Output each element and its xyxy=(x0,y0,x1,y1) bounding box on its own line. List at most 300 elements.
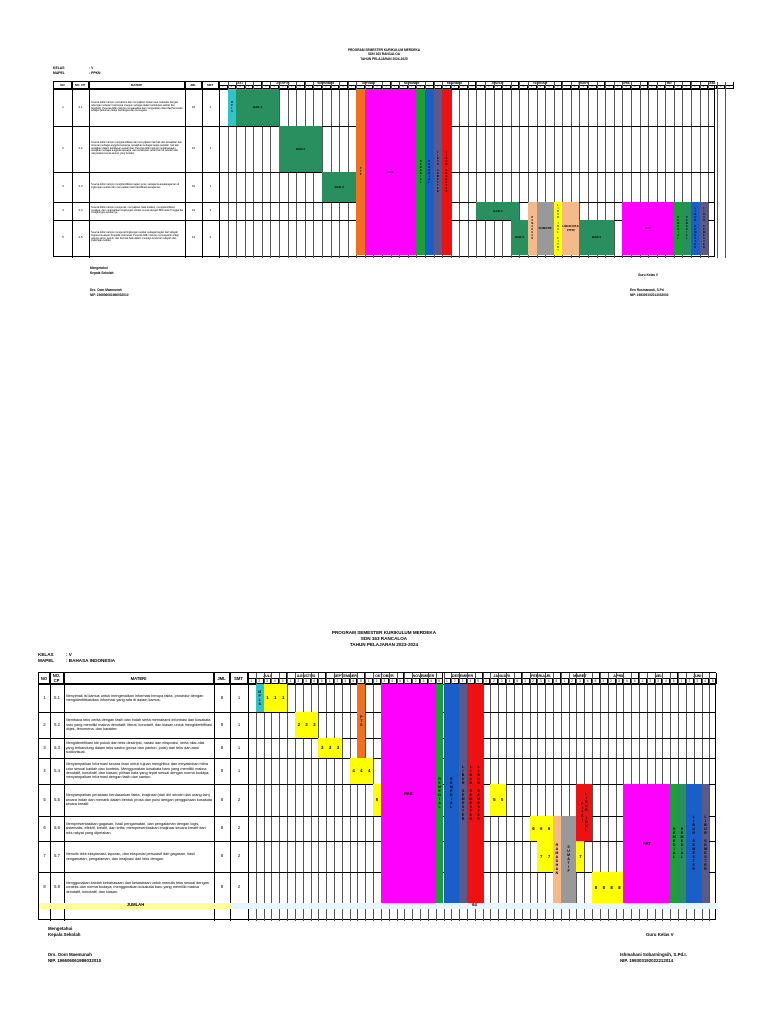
week-number: 2 xyxy=(295,679,303,684)
row-cp: 4.2 xyxy=(78,146,83,151)
jumlah-label: JUMLAH xyxy=(39,903,232,909)
week-number: 4 xyxy=(623,679,631,684)
row-materi: Peserta didik mampu mengidentifikasi ragam jenis, sebagai keanekaragaman di lingkungan sekitar dan menyajikan hasil identifikasi keragaman. xyxy=(90,183,180,189)
week-material-1b: 1 xyxy=(271,684,279,711)
row-materi: Menyimak isi kamus untuk mengenalkan informasi berupa fakta, prosedur dengan mengidentifikasikan informasi yang ada di dalam kamus. xyxy=(65,693,204,702)
ramadhan-block: RAMADHAN xyxy=(553,816,561,902)
week-number: 2 xyxy=(334,679,342,684)
week-number: 2 xyxy=(528,86,537,90)
week-number: 4 xyxy=(631,86,640,90)
week-gridline xyxy=(331,82,332,258)
row-cp: 4.3 xyxy=(78,184,83,189)
week-number: 3 xyxy=(708,86,717,90)
month-maret: MARET xyxy=(561,673,600,679)
libur-idul-fitri-block: LIBUR IDUL FITRI xyxy=(562,202,579,254)
week-number: 5 xyxy=(425,86,434,90)
week-number: 5 xyxy=(709,679,717,684)
week-number: 1 xyxy=(562,86,571,90)
remedial-block-4: REMEDIAL xyxy=(682,202,691,254)
month-juli: JULI xyxy=(248,673,287,679)
week-gridline xyxy=(614,82,615,258)
week-number: 2 xyxy=(356,86,365,90)
week-number: 5 xyxy=(475,679,483,684)
row-jml: 8 xyxy=(220,694,224,700)
doc1-kelas-label: KELAS xyxy=(53,66,65,70)
week-number: 4 xyxy=(271,679,279,684)
doc2-mapel xyxy=(38,658,115,663)
week-number: 5 xyxy=(514,679,522,684)
month-januari: JANUARI xyxy=(483,673,522,679)
column-divider xyxy=(219,82,220,258)
month-januari: JANUARI xyxy=(476,82,519,86)
row-smt: 1 xyxy=(237,721,241,727)
week-gridline xyxy=(545,673,546,921)
week-gridline xyxy=(483,673,484,921)
doc2-table xyxy=(38,672,716,920)
doc1-table xyxy=(53,81,730,257)
libur-semester-block-5: LIBUR SEMESTER xyxy=(702,784,710,902)
month-maret: MARET xyxy=(562,82,605,86)
row-cp: 4.5 xyxy=(78,234,83,239)
week-number: 4 xyxy=(389,679,397,684)
libur-idul-fitri-block: LIBUR IDUL FITRI xyxy=(576,784,592,840)
month-agustus: AGUSTUS xyxy=(287,673,326,679)
remedial-block: REMEDIAL xyxy=(436,684,444,902)
row-smt: 2 xyxy=(237,853,241,859)
doc1-teacher-nip: NIP. 198309192014032002 xyxy=(630,292,669,297)
week-number: 3 xyxy=(576,679,584,684)
week-number: 3 xyxy=(303,679,311,684)
week-number: 3 xyxy=(264,679,272,684)
row-smt: 1 xyxy=(209,104,212,109)
week-number: 5 xyxy=(296,86,305,90)
week-number: 5 xyxy=(640,86,649,90)
week-number: 1 xyxy=(391,86,400,90)
week-number: 1 xyxy=(326,679,334,684)
ramadhan-block: RAMADHAN xyxy=(528,202,537,254)
column-divider xyxy=(248,673,249,921)
month-oktober: OKTOBER xyxy=(348,82,391,86)
remedial-block-3: REMEDIAL xyxy=(670,784,678,902)
row-smt: 2 xyxy=(209,208,212,213)
week-material-8d: 8 xyxy=(616,872,624,902)
doc2-kelas-value: : V xyxy=(66,652,72,657)
week-number: 4 xyxy=(311,679,319,684)
doc1-title xyxy=(0,48,768,61)
week-number: 4 xyxy=(674,86,683,90)
pas-block: PAS xyxy=(365,89,416,254)
month-mei: MEI xyxy=(639,673,678,679)
doc1-title-line-1: PROGRAM SEMESTER KURIKULUM MERDEKA xyxy=(347,48,421,52)
week-material-5b: 5 xyxy=(490,784,498,815)
row-cp: 5.6 xyxy=(54,825,60,831)
week-number: 3 xyxy=(655,679,663,684)
row-no: 7 xyxy=(43,853,46,859)
week-number: 1 xyxy=(522,679,530,684)
libur-semester-block-2: LIBUR SEMESTER xyxy=(467,684,475,902)
sumatif-block: SUMATIF xyxy=(537,202,554,254)
month-juni: JUNI xyxy=(691,82,734,86)
week-gridline xyxy=(485,82,486,258)
week-material-7: 7 xyxy=(537,841,545,871)
week-number: 2 xyxy=(373,679,381,684)
week-number: 4 xyxy=(245,86,254,90)
row-no: 3 xyxy=(43,744,46,750)
row-cp: 5.7 xyxy=(54,853,60,859)
week-number: 5 xyxy=(339,86,348,90)
doc1-sign-left-name xyxy=(90,288,129,297)
week-material-3c: 3 xyxy=(334,738,342,757)
row-smt: 2 xyxy=(237,825,241,831)
row-cp: 5.3 xyxy=(54,744,60,750)
bab4-block: BAB 4 xyxy=(476,202,519,219)
week-number: 1 xyxy=(476,86,485,90)
week-number: 1 xyxy=(483,679,491,684)
row-jml: 8 xyxy=(220,853,224,859)
week-material-8c: 8 xyxy=(608,872,616,902)
week-gridline xyxy=(339,82,340,258)
row-no: 5 xyxy=(43,796,46,802)
week-number: 3 xyxy=(322,86,331,90)
month-juni: JUNI xyxy=(678,673,717,679)
week-gridline xyxy=(537,673,538,921)
row-cp: 4.1 xyxy=(78,104,83,109)
week-gridline xyxy=(708,82,709,258)
week-number: 3 xyxy=(236,86,245,90)
doc1-sign-right-name xyxy=(630,288,669,297)
week-number: 5 xyxy=(357,679,365,684)
week-number: 3 xyxy=(408,86,417,90)
week-material-5c: 5 xyxy=(498,784,506,815)
week-number: 2 xyxy=(485,86,494,90)
week-number: 4 xyxy=(459,86,468,90)
doc1-kelas xyxy=(53,66,93,70)
row-smt: 1 xyxy=(237,767,241,773)
sumatif-block: SUMATIF xyxy=(561,816,577,902)
row-smt: 1 xyxy=(209,146,212,151)
week-number: 1 xyxy=(639,679,647,684)
week-number: 5 xyxy=(597,86,606,90)
week-number: 4 xyxy=(288,86,297,90)
row-jml: 8 xyxy=(220,825,224,831)
week-material-2c: 2 xyxy=(311,712,319,737)
month-februari: FEBRUARI xyxy=(522,673,561,679)
week-gridline xyxy=(350,673,351,921)
row-cp: 5.1 xyxy=(54,694,60,700)
week-number: 4 xyxy=(502,86,511,90)
mpls-block: MPLS xyxy=(228,89,237,125)
week-number: 4 xyxy=(545,679,553,684)
doc1-kelas-value: : V xyxy=(89,66,94,70)
doc1-sign-left-2: Kepala Sekolah xyxy=(90,270,114,275)
row-smt: 2 xyxy=(237,796,241,802)
doc1-mapel-value: : PPKN xyxy=(89,71,101,75)
week-gridline xyxy=(468,82,469,258)
doc1-teacher-title: Guru Kelas V xyxy=(638,273,659,277)
doc1-head-name: Drs. Oom Maemunah xyxy=(90,288,122,292)
week-material-7b: 7 xyxy=(545,841,553,871)
week-number: 3 xyxy=(279,86,288,90)
week-gridline xyxy=(303,673,304,921)
month-september: SEPTEMBER xyxy=(305,82,348,86)
week-gridline xyxy=(476,82,477,258)
row-smt: 1 xyxy=(237,744,241,750)
week-number: 3 xyxy=(616,679,624,684)
week-number: 3 xyxy=(459,679,467,684)
week-gridline xyxy=(326,673,327,921)
week-gridline xyxy=(365,673,366,921)
pat-block: PAT xyxy=(623,784,670,902)
doc1-title-line-3: TAHUN PELAJARAN 2024-2025 xyxy=(360,56,408,61)
row-materi: Peserta didik mampu memahami dan menyajikan bukan rasa maknaitu dengan hubungan sebelum kelompok maupun sebagai dalam kehidupan sekitar ikut (langkah). Peserta didik mampu menganalisis dan menguatkan nilai-nilai Pancasila sebagai pedoman hidup berbangsa dan bernegara. xyxy=(90,100,183,113)
week-gridline xyxy=(522,673,523,921)
doc2-sign-right xyxy=(646,932,674,937)
week-number: 2 xyxy=(686,679,694,684)
week-number: 4 xyxy=(717,86,726,90)
week-number: 5 xyxy=(318,679,326,684)
row-smt: 2 xyxy=(237,884,241,890)
week-material-8b: 8 xyxy=(600,872,608,902)
week-gridline xyxy=(494,82,495,258)
week-number: 2 xyxy=(571,86,580,90)
doc1-sign-right xyxy=(638,273,658,277)
week-gridline xyxy=(709,673,710,921)
row-smt: 2 xyxy=(209,234,212,239)
week-number: 5 xyxy=(592,679,600,684)
week-material-6c: 6 xyxy=(545,816,553,840)
libur-semester-block-3: LIBUR SEMESTER xyxy=(691,202,700,254)
doc2-sign-right-name xyxy=(620,952,687,964)
libur-semester-block-2: LIBUR SEMESTER xyxy=(442,89,451,254)
week-gridline xyxy=(451,82,452,258)
libur-semester-block-3: LIBUR SEMESTER xyxy=(475,684,483,902)
week-number: 2 xyxy=(412,679,420,684)
row-jml: 8 xyxy=(220,744,224,750)
week-number: 2 xyxy=(530,679,538,684)
week-material-4b: 4 xyxy=(357,758,365,783)
row-no: 4 xyxy=(43,767,46,773)
bab5-block: BAB 5 xyxy=(511,220,528,254)
row-materi: Menyampaikan informasi secara lisan untuk tujuan menghibur dan meyakinkan mitra tutur sesuai kaidah dan konteks. Menggunakan kosakata baru yang memiliki makna denotatif, konotatif, dan kiasan; pilihan kata yang tepat sesuai dengan norma budaya; menyampaikan informasi dengan fasih dan santun. xyxy=(65,762,210,780)
doc2-kelas xyxy=(38,652,72,657)
row-materi: Mempresentasikan gagasan, hasil pengamatan, dan pengalaman dengan logis, sistematis, efektif, kreatif, dan kritis; mempresentasikan imajinasi secara kreatif dari teks rakyat yang dipelakan. xyxy=(65,821,206,835)
week-material-3b: 3 xyxy=(326,738,334,757)
row-cp: 4.4 xyxy=(78,208,83,213)
week-number: 3 xyxy=(537,86,546,90)
week-number: 2 xyxy=(614,86,623,90)
header-smt: SMT xyxy=(202,82,219,89)
week-number: 1 xyxy=(444,679,452,684)
week-material-3: 3 xyxy=(318,738,326,757)
week-material-1: 1 xyxy=(264,684,272,711)
week-number: 1 xyxy=(691,86,700,90)
row-cp: 5.2 xyxy=(54,721,60,727)
week-number: 4 xyxy=(662,679,670,684)
doc2-head-nip: NIP. 196606061986032010 xyxy=(48,958,102,963)
week-number: 2 xyxy=(256,679,264,684)
row-materi: Menggunakan kaidah kebahasaan dan kesastraan untuk menulis teks sesuai dengan konteks dan norma budaya; menggunakan kosakata baru yang memiliki makna denotatif, konotatif, dan kiasan. xyxy=(65,880,209,894)
remedial-block-2: REMEDIAL xyxy=(425,89,434,254)
pts-block: PTS xyxy=(357,684,365,757)
doc2-sign-left-1: Mengetahui xyxy=(48,926,73,931)
row-materi: Peserta didik mampu mengenal lingkungan sekitar sebagai bagian dari wilayah Negara Kesatuan Republik Indonesia. Peserta didik mampu menunjukkan sikap bekerja sama, peduli, dan berbuat baik dalam menjaga keutuhan wilayah dan lingkungan sekitar. xyxy=(90,230,179,243)
doc2-mapel-value: : BAHASA INDONESIA xyxy=(66,658,116,663)
week-material-8: 8 xyxy=(592,872,600,902)
libur-semester-block: LIBUR SEMESTER xyxy=(459,684,467,902)
week-number: 1 xyxy=(262,86,271,90)
week-number: 1 xyxy=(287,679,295,684)
week-number: 4 xyxy=(702,679,710,684)
header-smt: SMT xyxy=(230,673,248,684)
week-number: 3 xyxy=(420,679,428,684)
row-jml: 12 xyxy=(191,208,196,213)
week-number: 2 xyxy=(647,679,655,684)
doc2-mapel-label: MAPEL xyxy=(38,658,55,663)
week-material-5: 5 xyxy=(373,784,381,815)
week-number: 3 xyxy=(451,86,460,90)
row-no: 4 xyxy=(62,208,64,213)
week-number: 5 xyxy=(631,679,639,684)
row-no: 5 xyxy=(62,234,64,239)
doc2-sign-left-2: Kepala Sekolah xyxy=(48,932,81,937)
week-number: 5 xyxy=(468,86,477,90)
doc2-teacher-name: Ishmahani Sobarningsih, S.Pd.I. xyxy=(620,952,687,957)
pas-block: PAS xyxy=(381,684,436,902)
week-material-4c: 4 xyxy=(365,758,373,783)
remedial-block-3: REMEDIAL xyxy=(674,202,683,254)
doc1-mapel-label: MAPEL xyxy=(53,71,65,75)
week-gridline xyxy=(295,673,296,921)
week-number: 2 xyxy=(228,86,237,90)
libur-semester-block: LIBUR SEMESTER xyxy=(434,89,443,254)
week-number: 4 xyxy=(350,679,358,684)
header-jml: JML xyxy=(214,673,230,684)
row-smt: 1 xyxy=(237,694,241,700)
row-jml: 8 xyxy=(220,721,224,727)
week-number: 5 xyxy=(397,679,405,684)
week-number: 1 xyxy=(561,679,569,684)
week-material-2b: 2 xyxy=(303,712,311,737)
month-desember: DESEMBER xyxy=(434,82,477,86)
doc1-title-line-2: SDN 163 RANCALOA xyxy=(367,52,401,57)
week-number: 1 xyxy=(365,679,373,684)
week-gridline xyxy=(342,673,343,921)
row-no: 8 xyxy=(43,884,46,890)
week-number: 5 xyxy=(511,86,520,90)
week-gridline xyxy=(530,673,531,921)
week-number: 1 xyxy=(519,86,528,90)
month-februari: FEBRUARI xyxy=(519,82,562,86)
week-number: 5 xyxy=(725,86,734,90)
week-gridline xyxy=(311,673,312,921)
jumlah-value: 64 xyxy=(232,903,717,909)
week-number: 5 xyxy=(279,679,287,684)
week-number: 3 xyxy=(342,679,350,684)
month-juli: JULI xyxy=(219,82,262,86)
week-number: 4 xyxy=(545,86,554,90)
week-number: 2 xyxy=(490,679,498,684)
row-jml: 10 xyxy=(191,184,196,189)
week-material-7c: 7 xyxy=(576,841,584,871)
header-no: NO xyxy=(54,82,72,89)
week-number: 5 xyxy=(382,86,391,90)
week-gridline xyxy=(717,82,718,258)
week-number: 1 xyxy=(305,86,314,90)
week-number: 3 xyxy=(498,679,506,684)
doc1-teacher-name: Een Rusmanaah, S.Pd xyxy=(630,288,664,292)
header-no-cp: NO. CP xyxy=(50,673,64,684)
month-november: NOVEMBER xyxy=(404,673,443,679)
row-materi: Peserta didik mampu mengenali, menyajikan hasil analisis, mengidentifikasi, menjaga, dan melestarikan lingkungan sekitar sesuai dengan Bhinneka Tunggal Ika di lingkungan sekitarnya. xyxy=(90,205,184,215)
row-jml: 16 xyxy=(191,146,196,151)
week-number: 2 xyxy=(451,679,459,684)
libur-semester-block-4: LIBUR SEMESTER xyxy=(686,784,702,902)
week-number: 2 xyxy=(313,86,322,90)
week-number: 2 xyxy=(270,86,279,90)
week-number: 1 xyxy=(404,679,412,684)
week-number: 4 xyxy=(416,86,425,90)
row-no: 6 xyxy=(43,825,46,831)
row-jml: 8 xyxy=(220,796,224,802)
week-number: 5 xyxy=(670,679,678,684)
doc1-sign-left xyxy=(90,266,114,275)
week-number: 5 xyxy=(436,679,444,684)
week-number: 4 xyxy=(584,679,592,684)
row-jml: 16 xyxy=(191,104,196,109)
libur-semester-block-4: LIBUR SEMESTER xyxy=(700,202,709,254)
row-smt: 1 xyxy=(209,184,212,189)
week-number: 1 xyxy=(434,86,443,90)
week-number: 4 xyxy=(428,679,436,684)
week-number: 3 xyxy=(665,86,674,90)
week-number: 4 xyxy=(506,679,514,684)
week-gridline xyxy=(502,82,503,258)
week-number: 3 xyxy=(537,679,545,684)
week-number: 2 xyxy=(608,679,616,684)
week-number: 4 xyxy=(331,86,340,90)
row-cp: 5.4 xyxy=(54,767,60,773)
week-gridline xyxy=(322,82,323,258)
week-material-1c: 1 xyxy=(279,684,287,711)
week-number: 4 xyxy=(588,86,597,90)
row-materi: Menyampaikan perasaan berdasarkan fakta, imajinasi (dari diri sendiri dan orang lain) secara indah dan menarik dalam bentuk prosa dan puisi dengan penggunaan kosakata secara kreatif. xyxy=(65,793,212,807)
week-number: 1 xyxy=(600,679,608,684)
week-number: 2 xyxy=(657,86,666,90)
header-materi: MATERI xyxy=(64,673,214,684)
row-materi: Menulis teks eksplanasi, laporan, dan eksposisi persuasif dari gagasan, hasil pengamatan, pengalaman, dan imajinasi dari teks dengan. xyxy=(65,852,195,861)
week-gridline xyxy=(348,82,349,258)
doc2-title xyxy=(0,630,768,648)
week-number: 4 xyxy=(467,679,475,684)
header-materi: MATERI xyxy=(89,82,185,89)
week-gridline xyxy=(514,673,515,921)
doc2-teacher-nip: NIP. 199303192022212014 xyxy=(620,958,674,963)
header-jml: JML xyxy=(185,82,202,89)
week-gridline xyxy=(459,82,460,258)
row-no: 2 xyxy=(43,721,46,727)
bab3-block: BAB 3 xyxy=(322,172,356,201)
doc2-teacher-title: Guru Kelas V xyxy=(646,932,674,937)
week-number: 1 xyxy=(348,86,357,90)
remedial-block: REMEDIAL xyxy=(416,89,425,254)
doc1-mapel xyxy=(53,71,101,75)
week-number: 3 xyxy=(694,679,702,684)
doc2-sign-left xyxy=(48,926,80,938)
month-november: NOVEMBER xyxy=(391,82,434,86)
header-no-cp: NO. CP xyxy=(72,82,89,89)
week-number: 2 xyxy=(700,86,709,90)
week-number: 1 xyxy=(219,86,228,90)
